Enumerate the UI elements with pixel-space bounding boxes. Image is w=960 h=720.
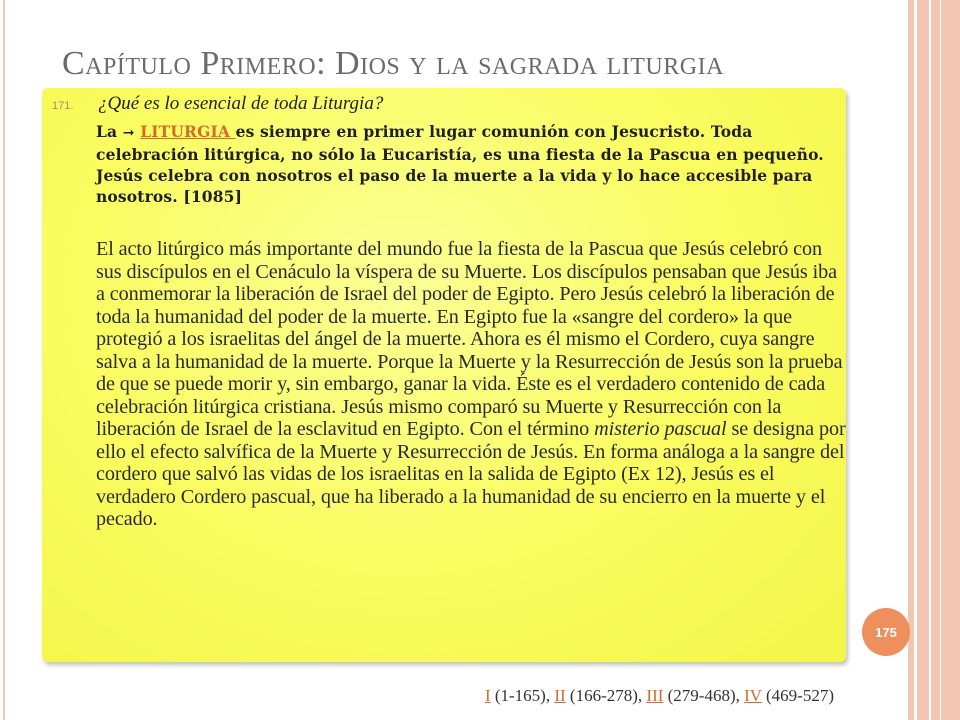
answer-lead: La <box>96 122 123 141</box>
body-part-2: se designa por ello el efecto salvífica de la Muerte y Resurrección de Jesús. En forma análoga a la sangre del cordero que salvó las vidas de los israelitas en la salida de Egipto (Ex 12), Jesús es el verdadero Cordero pascual, que ha liberado a la humanidad de su encierro en la muerte y el pecado. <box>96 418 846 530</box>
question-text: ¿Qué es lo esencial de toda Liturgia? <box>98 93 384 114</box>
body-part-1: El acto litúrgico más importante del mundo fue la fiesta de la Pascua que Jesús celebró con sus discípulos en el Cenáculo la víspera de su Muerte. Los discípulos pensaban que Jesús iba a conmemorar la liberación de Israel del poder de Egipto. Pero Jesús celebró la liberación de toda la humanidad del poder de la muerte. En Egipto fue la «sangre del cordero» la que protegió a los israelitas del ángel de la muerte. Ahora es él mismo el Cordero, cuya sangre salva a la humanidad de la muerte. Porque la Muerte y la Resurrección de Jesús son la prueba de que se puede morir y, sin embargo, ganar la vida. Éste es el verdadero contenido de cada celebración litúrgica cristiana. Jesús mismo comparó su Muerte y Resurrección con la liberación de Israel de la esclavitud en Egipto. Con el término <box>96 238 843 440</box>
footer-link-2[interactable]: II <box>554 686 566 705</box>
footer-separator: , <box>637 686 647 705</box>
footer-range-1: (1-165) <box>494 686 546 705</box>
slide-title: Capítulo Primero: Dios y la sagrada liturgia <box>62 45 724 82</box>
stripe-divider <box>940 0 941 720</box>
page-number-badge: 175 <box>862 608 910 656</box>
footer-link-4[interactable]: IV <box>744 686 762 705</box>
answer-paragraph <box>96 121 844 207</box>
footer-range-3: (279-468) <box>667 686 736 705</box>
liturgia-link[interactable]: LITURGIA <box>140 122 236 141</box>
right-decorative-stripes <box>908 0 960 720</box>
content-box <box>42 88 846 662</box>
answer-rest: es siempre en primer lugar comunión con Jesucristo. Toda celebración litúrgica, no sólo la Eucaristía, es una fiesta de la Pascua en pequeño. Jesús celebra con nosotros el paso de la muerte a la vida y lo hace accesible para nosotros. [1085] <box>96 122 824 206</box>
footer-link-3[interactable]: III <box>646 686 664 705</box>
right-arrow-icon: ➞ <box>122 125 135 141</box>
footer-separator: , <box>735 686 745 705</box>
footer-separator: , <box>545 686 555 705</box>
body-paragraph <box>96 238 846 531</box>
question-row <box>52 93 383 115</box>
left-decorative-line <box>3 0 5 720</box>
body-italic-term: misterio pascual <box>594 418 727 440</box>
footer-range-2: (166-278) <box>569 686 638 705</box>
footer-range-4: (469-527) <box>766 686 834 705</box>
stripe-divider <box>929 0 931 720</box>
footer-link-1[interactable]: I <box>484 686 491 705</box>
question-number: 171. <box>52 100 74 112</box>
stripe-divider <box>914 0 917 720</box>
footer-navigation <box>485 686 834 706</box>
